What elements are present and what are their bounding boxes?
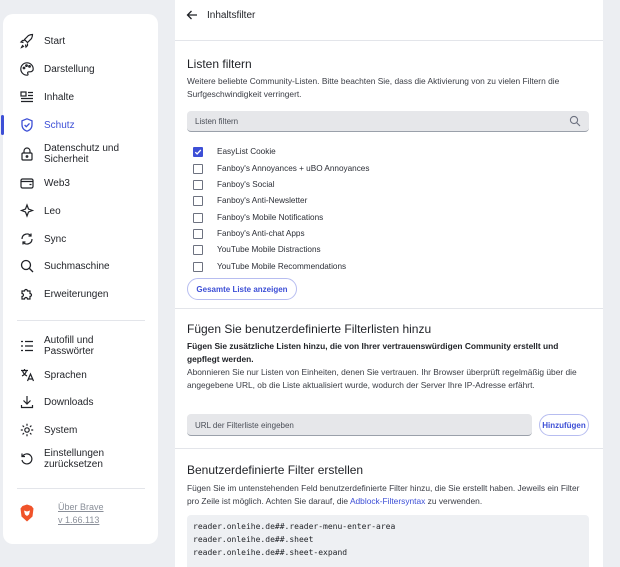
list-item[interactable] <box>193 212 583 226</box>
autofill-icon <box>19 338 35 354</box>
checkbox[interactable] <box>193 262 203 272</box>
section-divider <box>175 448 603 449</box>
sidebar-item-downloads[interactable] <box>3 388 158 416</box>
list-item-label: Fanboy's Social <box>217 180 275 189</box>
sidebar-item-schutz[interactable] <box>3 111 158 139</box>
search-icon <box>569 115 581 127</box>
sidebar-item-darstellung[interactable] <box>3 55 158 83</box>
sidebar-item-label: Einstellungen zurücksetzen <box>44 448 105 470</box>
sidebar-item-start[interactable] <box>3 27 158 55</box>
description-text: Fügen Sie im untenstehenden Feld benutzerdefinierte Filter hinzu, die Sie erstellt haben. Jeweils ein Filter pro Zeile ist möglich. Achten Sie darauf, die <box>187 483 580 506</box>
gear-icon <box>19 422 35 438</box>
sidebar-item-label: Sprachen <box>44 369 87 381</box>
list-item-label: EasyList Cookie <box>217 147 276 156</box>
list-item-label: YouTube Mobile Distractions <box>217 245 321 254</box>
sidebar-item-label: Downloads <box>44 396 94 408</box>
section-title: Listen filtern <box>187 57 252 71</box>
translate-icon <box>19 367 35 383</box>
list-item[interactable] <box>193 228 583 242</box>
section-divider <box>175 40 603 41</box>
checkbox[interactable] <box>193 180 203 190</box>
list-item-label: Fanboy's Annoyances + uBO Annoyances <box>217 164 370 173</box>
section-title: Benutzerdefinierte Filter erstellen <box>187 463 364 477</box>
sidebar-item-label: Erweiterungen <box>44 288 109 300</box>
sidebar-item-web3[interactable] <box>3 169 158 197</box>
list-item[interactable] <box>193 244 583 258</box>
list-item-label: Fanboy's Anti-chat Apps <box>217 229 305 238</box>
about-brave[interactable] <box>19 500 149 530</box>
sidebar-item-label: Web3 <box>44 177 70 189</box>
checkbox[interactable] <box>193 245 203 255</box>
page-header <box>175 0 603 32</box>
rocket-icon <box>19 33 35 49</box>
back-arrow-icon[interactable] <box>185 8 199 22</box>
filter-list-url-field[interactable] <box>187 414 532 436</box>
checkbox[interactable] <box>193 164 203 174</box>
list-item-label: Fanboy's Mobile Notifications <box>217 213 324 222</box>
sidebar-divider <box>17 488 145 489</box>
sidebar-item-label: Leo <box>44 205 61 217</box>
checkbox[interactable] <box>193 196 203 206</box>
sidebar-item-label: System <box>44 424 78 436</box>
section-divider <box>175 308 603 309</box>
checkmark-icon <box>194 148 202 156</box>
sidebar-item-label: Datenschutz und Sicherheit <box>44 143 120 165</box>
wallet-icon <box>19 175 35 191</box>
shield-icon <box>19 117 35 133</box>
filter-line: reader.onleihe.de##.sheet <box>193 535 314 544</box>
section-description: Abonnieren Sie nur Listen von Einheiten, denen Sie vertrauen. Ihr Browser überprüft regelmäßig über die angegebene URL, ob die Liste aktualisiert wurde, wodurch der Server Ihre IP-Adresse erfährt. <box>187 367 577 390</box>
page-title: Inhaltsfilter <box>207 10 256 21</box>
settings-sidebar <box>3 14 158 544</box>
sidebar-item-datenschutz[interactable] <box>3 140 158 168</box>
custom-filters-textarea[interactable] <box>187 515 589 567</box>
search-input[interactable] <box>195 114 555 129</box>
sidebar-item-label: Inhalte <box>44 91 75 103</box>
sidebar-item-leo[interactable] <box>3 197 158 225</box>
checkbox[interactable] <box>193 229 203 239</box>
leo-star-icon <box>19 203 35 219</box>
section-subtitle: Fügen Sie zusätzliche Listen hinzu, die von Ihrer vertrauenswürdigen Community erstellt und gepflegt werden. <box>187 341 559 364</box>
palette-icon <box>19 61 35 77</box>
filter-list-search[interactable] <box>187 111 589 132</box>
sidebar-item-sprachen[interactable] <box>3 361 158 389</box>
sidebar-item-autofill[interactable] <box>3 332 158 360</box>
sidebar-item-label: Darstellung <box>44 63 95 75</box>
sidebar-item-label: Schutz <box>44 119 75 131</box>
sidebar-item-label: Start <box>44 35 66 47</box>
version-text: v 1.66.113 <box>58 515 100 525</box>
list-item[interactable] <box>193 195 583 209</box>
lock-icon <box>19 146 35 162</box>
download-icon <box>19 394 35 410</box>
filter-line: reader.onleihe.de##.sheet-expand <box>193 548 348 557</box>
list-item[interactable] <box>193 179 583 193</box>
section-description <box>187 482 591 507</box>
search-icon <box>19 258 35 274</box>
list-item-label: YouTube Mobile Recommendations <box>217 262 347 271</box>
sync-icon <box>19 231 35 247</box>
sidebar-item-erweiterungen[interactable] <box>3 280 158 308</box>
sidebar-item-suchmaschine[interactable] <box>3 252 158 280</box>
sidebar-item-label: Suchmaschine <box>44 260 110 272</box>
list-item-label: Fanboy's Anti-Newsletter <box>217 196 308 205</box>
url-input[interactable] <box>195 418 525 432</box>
puzzle-icon <box>19 286 35 302</box>
sidebar-divider <box>17 320 145 321</box>
active-indicator <box>1 115 4 135</box>
sidebar-item-sync[interactable] <box>3 225 158 253</box>
sidebar-item-reset[interactable] <box>3 445 158 473</box>
filter-syntax-link[interactable]: Adblock-Filtersyntax <box>349 495 426 506</box>
content-filter-panel <box>175 0 603 567</box>
content-icon <box>19 89 35 105</box>
checkbox[interactable] <box>193 213 203 223</box>
sidebar-item-inhalte[interactable] <box>3 83 158 111</box>
list-item[interactable] <box>193 163 583 177</box>
sidebar-item-label: Sync <box>44 233 67 245</box>
checkbox[interactable] <box>193 147 203 157</box>
reset-icon <box>19 451 35 467</box>
section-title: Fügen Sie benutzerdefinierte Filterlisten hinzu <box>187 322 432 336</box>
sidebar-item-label: Autofill und Passwörter <box>44 335 95 357</box>
sidebar-item-system[interactable] <box>3 416 158 444</box>
about-link[interactable]: Über Brave <box>58 502 104 512</box>
list-item[interactable] <box>193 146 583 160</box>
add-button[interactable]: Hinzufügen <box>539 414 589 436</box>
filter-line: reader.onleihe.de##.reader-menu-enter-area <box>193 522 396 531</box>
section-description: Weitere beliebte Community-Listen. Bitte beachten Sie, dass die Aktivierung von zu vielen Filtern die Surfgeschwindigkeit verringert. <box>187 76 560 99</box>
description-text: zu verwenden. <box>425 495 483 506</box>
brave-lion-icon <box>19 504 35 522</box>
list-item[interactable] <box>193 261 583 272</box>
show-full-list-button[interactable]: Gesamte Liste anzeigen <box>187 278 297 300</box>
